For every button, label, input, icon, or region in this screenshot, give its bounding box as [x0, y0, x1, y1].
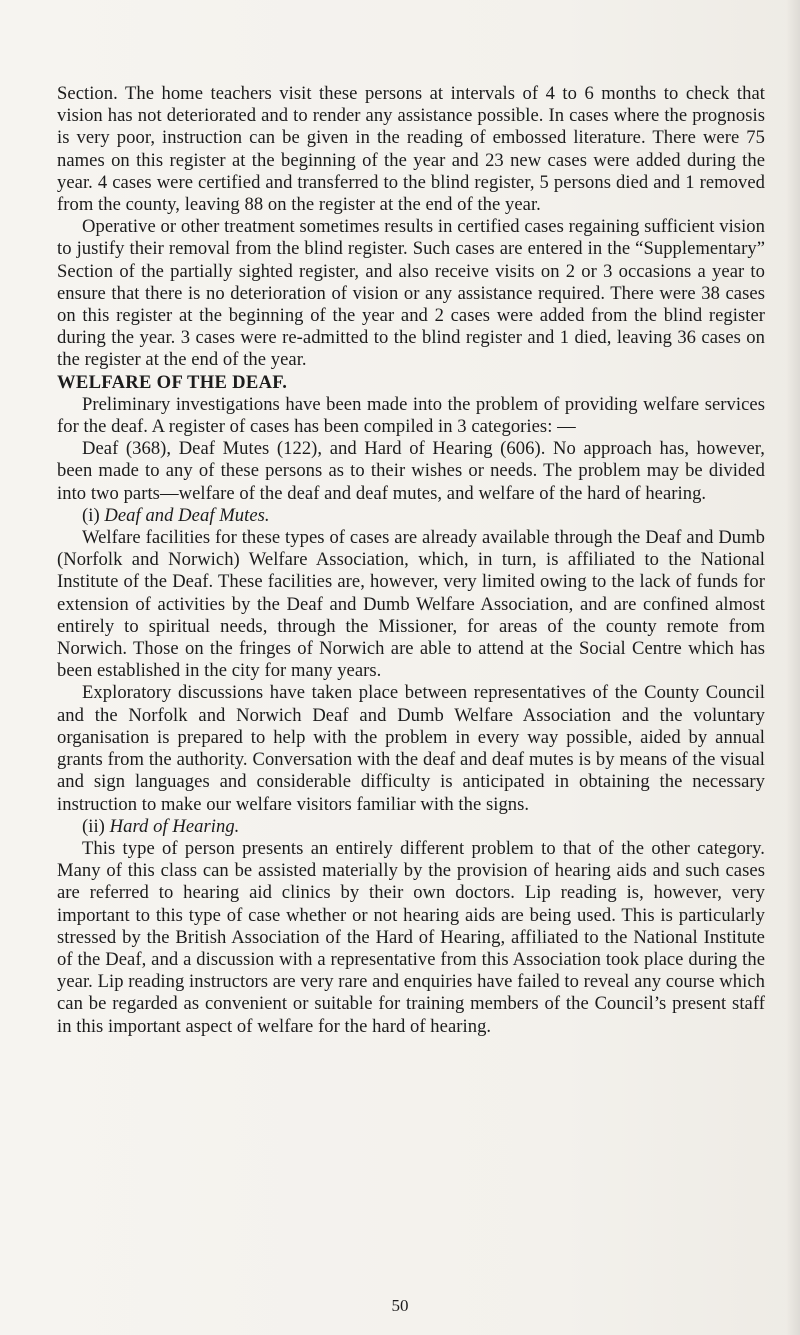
paragraph: Deaf (368), Deaf Mutes (122), and Hard of Hearing (606). No approach has, however, been made to any of these persons as to their wishes or needs. The problem may be divided into two parts—welfare of the deaf and deaf mutes, and welfare of the hard of hearing. — [57, 438, 765, 504]
subsection-number: (ii) — [82, 815, 105, 837]
subsection-title: Hard of Hearing. — [109, 815, 240, 837]
paragraph: Operative or other treatment sometimes results in certified cases regaining sufficient vision to justify their removal from the blind register. Such cases are entered in the “Supplementary” Section of the partially sighted register, and also receive visits on 2 or 3 occasions a year to ensure that there is no deterioration of vision or any assistance required. There were 38 cases on this register at the beginning of the year and 2 cases were added from the blind register during the year. 3 cases were re-admitted to the blind register and 1 died, leaving 36 cases on the register at the end of the year. — [57, 216, 765, 371]
paragraph: This type of person presents an entirely different problem to that of the other category. Many of this class can be assisted materially by the provision of hearing aids and such cases are referred to hearing aid clinics by their own doctors. Lip reading is, however, very important to this type of case whether or not hearing aids are being used. This is particularly stressed by the British Association of the Hard of Hearing, affiliated to the National Institute of the Deaf, and a discussion with a representative from this Association took place during the year. Lip reading instructors are very rare and enquiries have failed to reveal any course which can be regarded as convenient or suitable for training members of the Council’s present staff in this important aspect of welfare for the hard of hearing. — [57, 837, 765, 1037]
section-heading: WELFARE OF THE DEAF. — [57, 371, 288, 393]
subsection-title: Deaf and Deaf Mutes. — [104, 504, 270, 526]
subsection-number: (i) — [82, 504, 100, 526]
subsection-heading — [57, 816, 765, 838]
document-body — [57, 83, 765, 1038]
paragraph: Section. The home teachers visit these persons at intervals of 4 to 6 months to check that vision has not deteriorated and to render any assistance possible. In cases where the prognosis is very poor, instruction can be given in the reading of embossed literature. There were 75 names on this register at the beginning of the year and 23 new cases were added during the year. 4 cases were certified and transferred to the blind register, 5 persons died and 1 removed from the county, leaving 88 on the register at the end of the year. — [57, 83, 765, 216]
subsection-heading — [57, 505, 765, 527]
page-edge-shadow — [786, 0, 800, 1335]
paragraph: Preliminary investigations have been made into the problem of providing welfare services for the deaf. A register of cases has been compiled in 3 categories: — — [57, 393, 765, 438]
paragraph: Welfare facilities for these types of cases are already available through the Deaf and Dumb (Norfolk and Norwich) Welfare Association, which, in turn, is affiliated to the National Institute of the Deaf. These facilities are, however, very limited owing to the lack of funds for extension of activities by the Deaf and Dumb Welfare Association, and are confined almost entirely to spiritual needs, through the Missioner, for areas of the county remote from Norwich. Those on the fringes of Norwich are able to attend at the Social Centre which has been established in the city for many years. — [57, 527, 765, 682]
paragraph: Exploratory discussions have taken place between representatives of the County Council and the Norfolk and Norwich Deaf and Dumb Welfare Association and the voluntary organisation is prepared to help with the problem in every way possible, aided by annual grants from the authority. Conversation with the deaf and deaf mutes is by means of the visual and sign languages and considerable difficulty is anticipated in obtaining the necessary instruction to make our welfare visitors familiar with the signs. — [57, 682, 765, 815]
page-number: 50 — [391, 1296, 409, 1315]
